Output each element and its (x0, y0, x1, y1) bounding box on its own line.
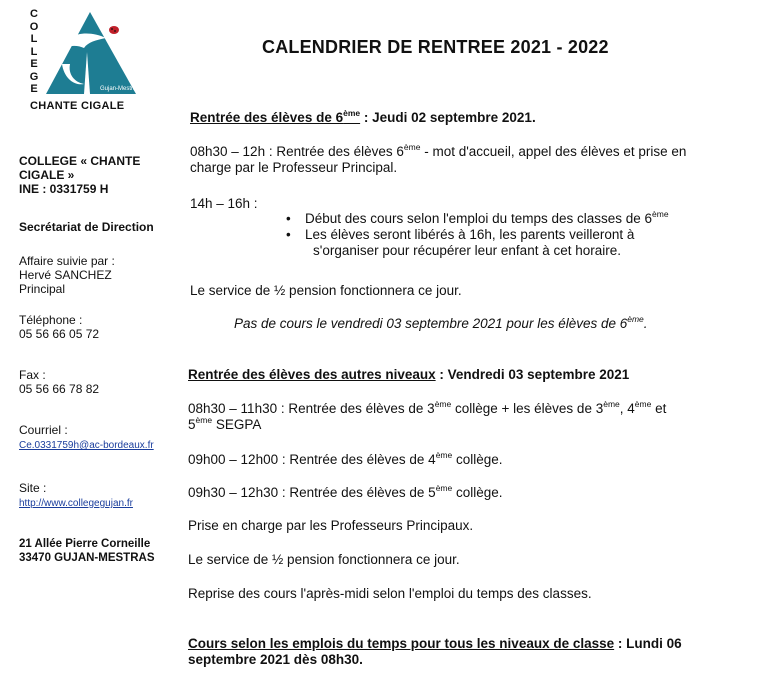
section1-demi-pension: Le service de ½ pension fonctionnera ce jour. (190, 283, 462, 298)
line-sup: ème (434, 399, 452, 409)
line-sup: ème (603, 399, 620, 409)
section3-heading-text: Cours selon les emplois du temps pour tous les niveaux de classe (188, 636, 615, 651)
site-label: Site : (19, 481, 47, 495)
section2-heading-text: Rentrée des élèves des autres niveaux (188, 367, 436, 382)
telephone-value: 05 56 66 05 72 (19, 327, 100, 341)
p1-sup: ème (403, 142, 421, 152)
line-text: 5 (188, 417, 196, 432)
list-item (286, 209, 669, 227)
section3-heading-date: : Lundi 06 (614, 636, 682, 651)
line-text: 08h30 – 11h30 : Rentrée des élèves de 3 (188, 401, 435, 416)
address-line: 33470 GUJAN-MESTRAS (19, 552, 155, 564)
section3-heading (188, 636, 682, 668)
site-block (19, 481, 133, 511)
section1-heading-date: : Jeudi 02 septembre 2021. (360, 110, 536, 125)
courriel-block (19, 423, 154, 453)
section3-heading-date: septembre 2021 dès 08h30. (188, 652, 363, 667)
address-block (19, 537, 154, 565)
line-sup: ème (435, 450, 453, 460)
bullet-icon: • (286, 227, 291, 242)
affaire-name: Hervé SANCHEZ (19, 268, 112, 282)
section1-bullets (286, 209, 669, 259)
p1-text: charge par le Professeur Principal. (190, 160, 398, 175)
school-name (19, 154, 140, 196)
bullet-text: Début des cours selon l'emploi du temps des classes de 6 (305, 211, 653, 226)
line-text: et (651, 401, 667, 416)
line-text: collège + les élèves de 3 (451, 401, 604, 416)
telephone-label: Téléphone : (19, 313, 83, 327)
affaire-label: Affaire suivie par : (19, 254, 115, 268)
logo-letter: E (30, 58, 38, 70)
line-text: SEGPA (212, 417, 262, 432)
p1-text: - mot d'accueil, appel des élèves et prise en (420, 144, 687, 159)
logo-letter: C (30, 8, 38, 20)
fax-value: 05 56 66 78 82 (19, 382, 100, 396)
logo-letter: E (30, 83, 38, 95)
telephone-block (19, 313, 99, 341)
section2-demi-pension: Le service de ½ pension fonctionnera ce jour. (188, 552, 460, 567)
line-text: collège. (452, 485, 503, 500)
section2-prise: Prise en charge par les Professeurs Principaux. (188, 518, 474, 533)
heading-text: Rentrée des élèves de 6 (190, 110, 344, 125)
section1-heading (190, 110, 536, 126)
secretariat-label: Secrétariat de Direction (19, 220, 154, 234)
line-sup: ème (435, 483, 453, 493)
section1-heading-text (190, 110, 360, 125)
section2-line-3 (188, 485, 503, 501)
list-item (286, 227, 669, 243)
section2-heading (188, 367, 629, 383)
bullet-text: s'organiser pour récupérer leur enfant à cet horaire. (313, 243, 621, 258)
fax-label: Fax : (19, 368, 46, 382)
affaire-block (19, 254, 115, 296)
logo-vertical-word (28, 8, 40, 96)
line-text: 09h00 – 12h00 : Rentrée des élèves de 4 (188, 452, 436, 467)
section2-line-1 (188, 401, 666, 433)
school-name-line: COLLEGE « CHANTE (19, 154, 141, 168)
list-item (305, 243, 669, 259)
line-sup: ème (195, 415, 213, 425)
line-text: collège. (452, 452, 503, 467)
fax-block (19, 368, 99, 396)
section1-time: 14h – 16h : (190, 196, 258, 211)
note-text: . (643, 316, 648, 331)
line-text: , 4 (619, 401, 635, 416)
address-line: 21 Allée Pierre Corneille (19, 538, 151, 550)
school-name-line: CIGALE » (19, 168, 75, 182)
courriel-link[interactable]: Ce.0331759h@ac-bordeaux.fr (19, 440, 154, 451)
logo-badge-text: Gujan-Mestras (100, 86, 140, 92)
note-sup: ème (627, 314, 644, 324)
courriel-label: Courriel : (19, 423, 68, 437)
section2-heading-date: : Vendredi 03 septembre 2021 (435, 367, 630, 382)
bullet-sup: ème (652, 209, 669, 219)
logo-letter: L (30, 33, 38, 45)
section1-note (234, 316, 648, 332)
logo-letter: L (30, 45, 38, 58)
logo-letter: G (29, 70, 39, 83)
p1-text: 08h30 – 12h : Rentrée des élèves 6 (190, 144, 404, 159)
logo-caption: CHANTE CIGALE (30, 100, 125, 112)
line-text: 09h30 – 12h30 : Rentrée des élèves de 5 (188, 485, 436, 500)
site-link[interactable]: http://www.collegegujan.fr (19, 498, 133, 509)
school-ine: INE : 0331759 H (19, 182, 109, 196)
logo-emblem-icon (40, 8, 140, 103)
heading-sup: ème (343, 108, 361, 118)
line-sup: ème (634, 399, 652, 409)
logo-letter: O (29, 20, 39, 33)
section2-line-2 (188, 452, 503, 468)
bullet-text: Les élèves seront libérés à 16h, les parents veilleront à (305, 227, 635, 242)
section1-paragraph-1 (190, 144, 686, 176)
section2-reprise: Reprise des cours l'après-midi selon l'emploi du temps des classes. (188, 586, 592, 601)
bullet-icon: • (286, 211, 291, 226)
page-title: CALENDRIER DE RENTREE 2021 - 2022 (262, 37, 609, 57)
affaire-role: Principal (19, 282, 66, 296)
note-text: Pas de cours le vendredi 03 septembre 2021 pour les élèves de 6 (234, 316, 628, 331)
